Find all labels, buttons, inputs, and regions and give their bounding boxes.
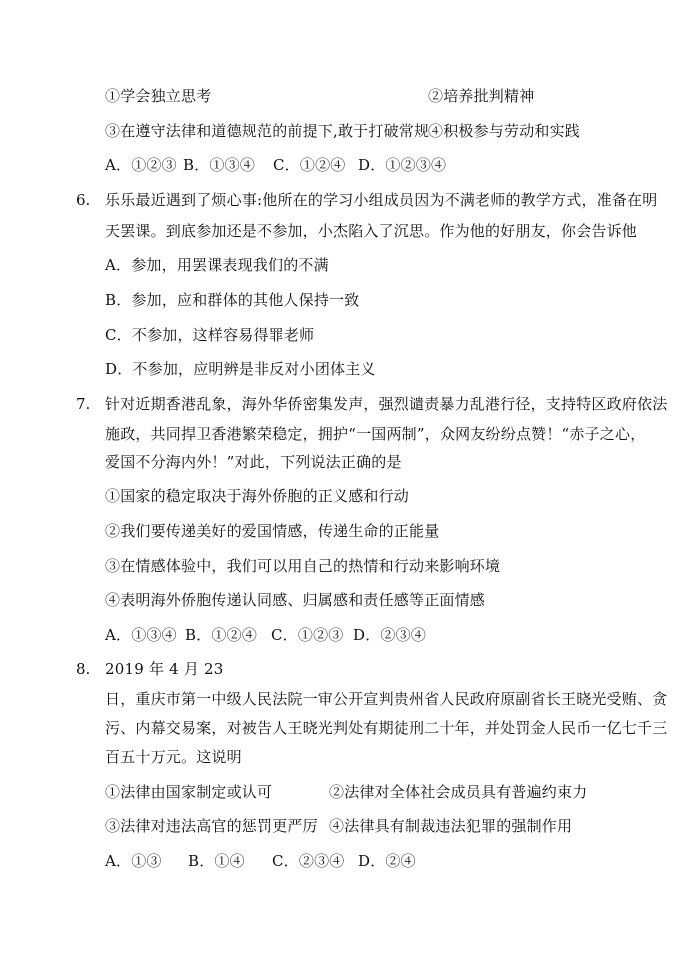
q7-choice-a: A．①③④ bbox=[105, 626, 177, 644]
q6-stem-line-1: 乐乐最近遇到了烦心事:他所在的学习小组成员因为不满老师的教学方式，准备在明 bbox=[105, 191, 658, 209]
q5-option-4: ④积极参与劳动和实践 bbox=[428, 122, 581, 140]
q8-stem-line-3: 污、内幕交易案，对被告人王晓光判处有期徒刑二十年，并处罚金人民币一亿七千三 bbox=[105, 719, 668, 737]
q7-stem-line-2: 施政，共同捍卫香港繁荣稳定，拥护“一国两制”，众网友纷纷点赞！“赤子之心， bbox=[105, 425, 646, 443]
q7-option-3: ③在情感体验中，我们可以用自己的热情和行动来影响环境 bbox=[105, 557, 501, 575]
q5-option-1: ①学会独立思考 bbox=[105, 87, 212, 105]
q6-stem-line-2: 天罢课。到底参加还是不参加，小杰陷入了沉思。作为他的好朋友，你会告诉他 bbox=[105, 222, 638, 240]
q6-choice-b: B．参加，应和群体的其他人保持一致 bbox=[105, 291, 360, 309]
q8-stem-line-1: 2019 年 4 月 23 bbox=[105, 660, 224, 678]
q8-stem-line-2: 日，重庆市第一中级人民法院一审公开宣判贵州省人民政府原副省长王晓光受贿、贪 bbox=[105, 690, 668, 708]
q7-option-4: ④表明海外侨胞传递认同感、归属感和责任感等正面情感 bbox=[105, 591, 486, 609]
q7-option-2: ②我们要传递美好的爱国情感，传递生命的正能量 bbox=[105, 522, 440, 540]
q8-option-2: ②法律对全体社会成员具有普遍约束力 bbox=[329, 783, 588, 801]
q8-choice-d: D．②④ bbox=[358, 852, 416, 870]
q5-choice-a: A．①②③ bbox=[105, 156, 177, 174]
q8-stem-line-4: 百五十万元。这说明 bbox=[105, 748, 242, 766]
q8-number: 8. bbox=[76, 660, 91, 678]
q8-option-1: ①法律由国家制定或认可 bbox=[105, 783, 273, 801]
q7-number: 7. bbox=[76, 395, 91, 413]
q7-choice-c: C．①②③ bbox=[271, 626, 344, 644]
q5-option-2: ②培养批判精神 bbox=[428, 87, 535, 105]
q8-option-4: ④法律具有制裁违法犯罪的强制作用 bbox=[329, 817, 573, 835]
q7-choice-d: D．②③④ bbox=[353, 626, 427, 644]
q8-choice-c: C．②③④ bbox=[272, 852, 345, 870]
q7-choice-b: B．①②④ bbox=[185, 626, 258, 644]
q6-choice-d: D．不参加，应明辨是非反对小团体主义 bbox=[105, 360, 376, 378]
q6-number: 6. bbox=[76, 191, 91, 209]
q8-option-3: ③法律对违法高官的惩罚更严厉 bbox=[105, 817, 318, 835]
q8-choice-a: A．①③ bbox=[105, 852, 162, 870]
q6-choice-c: C．不参加，这样容易得罪老师 bbox=[105, 326, 315, 344]
q7-stem-line-1: 针对近期香港乱象，海外华侨密集发声，强烈谴责暴力乱港行径，支持特区政府依法 bbox=[105, 395, 668, 413]
q5-choice-d: D．①②③④ bbox=[358, 156, 447, 174]
q7-option-1: ①国家的稳定取决于海外侨胞的正义感和行动 bbox=[105, 487, 410, 505]
q8-choice-b: B．①④ bbox=[188, 852, 245, 870]
q5-choice-c: C．①②④ bbox=[273, 156, 346, 174]
q5-choice-b: B．①③④ bbox=[183, 156, 256, 174]
q7-stem-line-3: 爱国不分海内外！”对此，下列说法正确的是 bbox=[105, 453, 402, 471]
q5-option-3: ③在遵守法律和道德规范的前提下,敢于打破常规 bbox=[105, 122, 430, 140]
q6-choice-a: A．参加，用罢课表现我们的不满 bbox=[105, 256, 329, 274]
